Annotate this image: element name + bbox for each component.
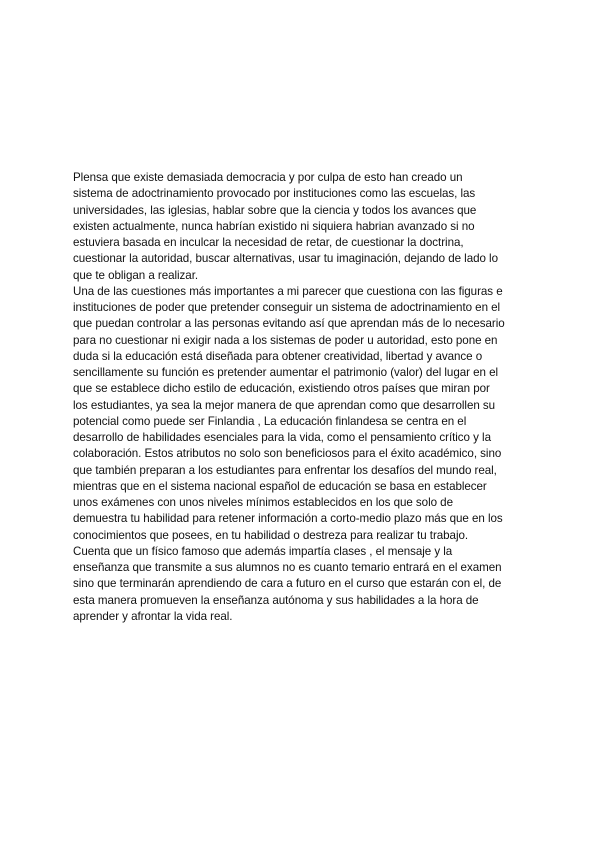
text-line: que te obligan a realizar. [73,268,199,282]
text-line: Cuenta que un físico famoso que además impartía clases , el mensaje y la [73,544,453,558]
body-text [73,170,525,625]
text-line: colaboración. Estos atributos no solo son beneficiosos para el éxito académico, sino [73,447,502,461]
text-line: universidades, las iglesias, hablar sobre que la ciencia y todos los avances que [73,203,477,217]
text-line: enseñanza que transmite a sus alumnos no es cuanto temario entrará en el examen [73,561,502,574]
text-line: cuestionar la autoridad, buscar alternativas, usar tu imaginación, dejando de lado lo [73,252,498,266]
text-line: aprender y afrontar la vida real. [73,609,233,623]
text-line: potencial como puede ser Finlandia , La educación finlandesa se centra en el [73,414,467,428]
text-line: Plensa que existe demasiada democracia y por culpa de esto han creado un [73,171,463,184]
text-line: unos exámenes con unos niveles mínimos establecidos en los que solo de [73,496,453,509]
text-line: que se establece dicho estilo de educación, existiendo otros países que miran por [73,382,490,396]
text-line: sencillamente su función es pretender aumentar el patrimonio (valor) del lugar en el [73,366,499,379]
text-line: instituciones de poder que pretender conseguir un sistema de adoctrinamiento en el [73,301,501,314]
text-line: conocimientos que posees, en tu habilidad o destreza para realizar tu trabajo. [73,528,469,542]
text-line: existen actualmente, nunca habrían existido ni siquiera habrian avanzado si no [73,219,475,233]
text-line: esta manera promueven la enseñanza autónoma y sus habilidades a la hora de [73,593,479,607]
text-line: Una de las cuestiones más importantes a mi parecer que cuestiona con las figuras e [73,284,503,298]
text-line: que puedan controlar a las personas evitando así que aprendan más de lo necesario [73,317,505,331]
text-line: estuviera basada en inculcar la necesidad de retar, de cuestionar la doctrina, [73,236,464,249]
text-line: duda si la educación está diseñada para obtener creatividad, libertad y avance o [73,349,483,363]
text-line: sistema de adoctrinamiento provocado por instituciones como las escuelas, las [73,187,476,201]
text-line: desarrollo de habilidades esenciales para la vida, como el pensamiento crítico y la [73,431,491,444]
text-line: mientras que en el sistema nacional español de educación se basa en establecer [73,479,487,493]
text-line: que también preparan a los estudiantes para enfrentar los desafíos del mundo real, [73,463,497,477]
text-line: los estudiantes, ya sea la mejor manera de que aprendan como que desarrollen su [73,398,496,412]
text-line: sino que terminarán aprendiendo de cara a futuro en el curso que estarán con el, de [73,577,502,591]
text-line: para no cuestionar ni exigir nada a los sistemas de poder u autoridad, esto pone en [73,333,498,347]
text-line: demuestra tu habilidad para retener información a corto-medio plazo más que en los [73,512,503,526]
